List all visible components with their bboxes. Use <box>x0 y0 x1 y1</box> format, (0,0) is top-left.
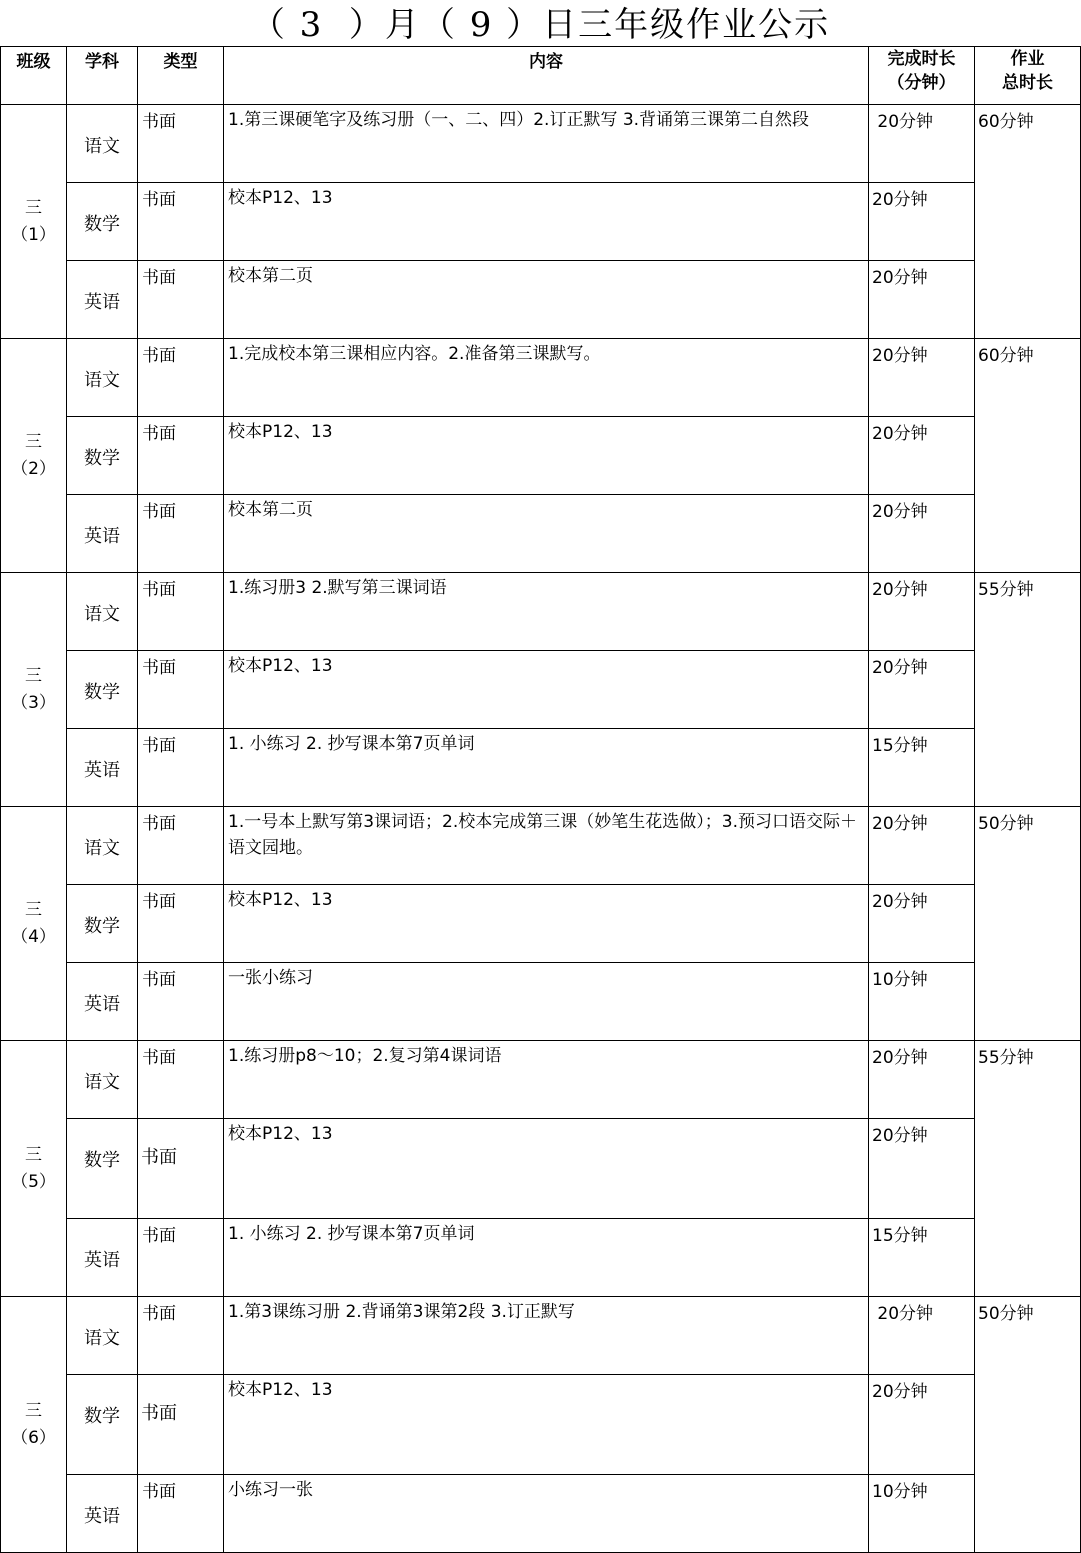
subject-label: 语文 <box>84 136 120 157</box>
subject-cell <box>67 1475 138 1553</box>
content-cell: 校本P12、13 <box>224 1119 869 1219</box>
table-row <box>1 963 1081 1041</box>
content-cell: 校本第二页 <box>224 261 869 339</box>
duration-cell: 20分钟 <box>869 807 975 885</box>
type-cell: 书面 <box>138 807 224 885</box>
subject-cell <box>67 417 138 495</box>
content-cell: 校本P12、13 <box>224 183 869 261</box>
duration-cell: 20分钟 <box>869 417 975 495</box>
subject-cell <box>67 183 138 261</box>
content-cell: 1.完成校本第三课相应内容。2.准备第三课默写。 <box>224 339 869 417</box>
subject-label: 数学 <box>84 682 120 703</box>
class-grade: 三 <box>25 899 42 920</box>
table-row <box>1 1375 1081 1475</box>
subject-label: 英语 <box>84 1250 120 1271</box>
table-row <box>1 417 1081 495</box>
duration-cell: 20分钟 <box>869 183 975 261</box>
subject-cell <box>67 573 138 651</box>
table-row <box>1 885 1081 963</box>
type-cell: 书面 <box>138 729 224 807</box>
table-row <box>1 261 1081 339</box>
subject-label: 数学 <box>84 448 120 469</box>
header-class: 班级 <box>1 47 67 105</box>
subject-label: 语文 <box>84 604 120 625</box>
content-cell: 1.第3课练习册 2.背诵第3课第2段 3.订正默写 <box>224 1297 869 1375</box>
subject-cell <box>67 885 138 963</box>
subject-cell <box>67 1375 138 1475</box>
class-grade: 三 <box>25 197 42 218</box>
subject-label: 语文 <box>84 838 120 859</box>
subject-cell <box>67 105 138 183</box>
subject-label: 语文 <box>84 1328 120 1349</box>
header-total-line1: 作业 <box>1010 49 1045 69</box>
duration-cell: 20分钟 <box>869 339 975 417</box>
class-grade: 三 <box>25 665 42 686</box>
class-name-cell <box>1 573 67 807</box>
subject-cell <box>67 963 138 1041</box>
type-cell: 书面 <box>138 261 224 339</box>
type-cell: 书面 <box>138 1041 224 1119</box>
duration-cell: 20分钟 <box>869 1375 975 1475</box>
class-number: （2） <box>11 458 56 479</box>
subject-cell <box>67 1297 138 1375</box>
class-number: （4） <box>11 926 56 947</box>
duration-cell: 20分钟 <box>869 1297 975 1375</box>
subject-label: 英语 <box>84 1506 120 1527</box>
table-row <box>1 495 1081 573</box>
class-number: （3） <box>11 692 56 713</box>
table-row <box>1 1219 1081 1297</box>
type-cell: 书面 <box>138 417 224 495</box>
content-cell: 小练习一张 <box>224 1475 869 1553</box>
table-row <box>1 1119 1081 1219</box>
subject-label: 英语 <box>84 994 120 1015</box>
subject-label: 数学 <box>84 1150 120 1171</box>
content-cell: 1.练习册p8～10；2.复习第4课词语 <box>224 1041 869 1119</box>
total-duration-cell: 55分钟 <box>975 1041 1081 1297</box>
duration-cell: 15分钟 <box>869 729 975 807</box>
class-number: （5） <box>11 1171 56 1192</box>
type-cell: 书面 <box>138 1297 224 1375</box>
subject-label: 数学 <box>84 1406 120 1427</box>
duration-cell: 20分钟 <box>869 261 975 339</box>
duration-cell: 20分钟 <box>869 495 975 573</box>
duration-cell: 20分钟 <box>869 105 975 183</box>
table-row <box>1 1041 1081 1119</box>
subject-cell <box>67 1219 138 1297</box>
type-cell: 书面 <box>138 1375 224 1475</box>
subject-label: 英语 <box>84 760 120 781</box>
content-cell: 校本第二页 <box>224 495 869 573</box>
header-subject: 学科 <box>67 47 138 105</box>
content-cell: 一张小练习 <box>224 963 869 1041</box>
type-cell: 书面 <box>138 105 224 183</box>
subject-label: 语文 <box>84 1072 120 1093</box>
total-duration-cell: 50分钟 <box>975 807 1081 1041</box>
subject-cell <box>67 729 138 807</box>
subject-cell <box>67 1119 138 1219</box>
class-grade: 三 <box>25 431 42 452</box>
duration-cell: 20分钟 <box>869 1041 975 1119</box>
class-number: （1） <box>11 224 56 245</box>
subject-label: 数学 <box>84 916 120 937</box>
table-row <box>1 1475 1081 1553</box>
class-name-cell <box>1 339 67 573</box>
duration-cell: 15分钟 <box>869 1219 975 1297</box>
header-total <box>975 47 1081 105</box>
table-row <box>1 651 1081 729</box>
subject-cell <box>67 339 138 417</box>
content-cell: 1.一号本上默写第3课词语；2.校本完成第三课（妙笔生花选做）；3.预习口语交际＋语文园地。 <box>224 807 869 885</box>
type-cell: 书面 <box>138 339 224 417</box>
table-row <box>1 183 1081 261</box>
class-number: （6） <box>11 1427 56 1448</box>
content-cell: 校本P12、13 <box>224 1375 869 1475</box>
table-row <box>1 729 1081 807</box>
subject-cell <box>67 807 138 885</box>
type-cell: 书面 <box>138 651 224 729</box>
header-duration-line1: 完成时长 <box>887 49 956 69</box>
duration-cell: 20分钟 <box>869 573 975 651</box>
page-title: （ 3 ）月（ 9 ）日三年级作业公示 <box>250 5 831 45</box>
table-row <box>1 1297 1081 1375</box>
class-name-cell <box>1 1041 67 1297</box>
subject-cell <box>67 495 138 573</box>
subject-label: 英语 <box>84 292 120 313</box>
content-cell: 1. 小练习 2. 抄写课本第7页单词 <box>224 1219 869 1297</box>
type-cell: 书面 <box>138 495 224 573</box>
header-duration-line2: （分钟） <box>887 73 956 93</box>
subject-cell <box>67 261 138 339</box>
header-duration <box>869 47 975 105</box>
type-cell: 书面 <box>138 1219 224 1297</box>
homework-table <box>0 46 1081 1553</box>
duration-cell: 20分钟 <box>869 1119 975 1219</box>
table-row <box>1 105 1081 183</box>
content-cell: 校本P12、13 <box>224 885 869 963</box>
duration-cell: 20分钟 <box>869 885 975 963</box>
class-name-cell <box>1 1297 67 1553</box>
type-cell: 书面 <box>138 1475 224 1553</box>
subject-label: 英语 <box>84 526 120 547</box>
total-duration-cell: 55分钟 <box>975 573 1081 807</box>
header-content: 内容 <box>224 47 869 105</box>
subject-label: 语文 <box>84 370 120 391</box>
content-cell: 1.第三课硬笔字及练习册（一、二、四）2.订正默写 3.背诵第三课第二自然段 <box>224 105 869 183</box>
type-cell: 书面 <box>138 573 224 651</box>
class-name-cell <box>1 105 67 339</box>
content-cell: 1.练习册3 2.默写第三课词语 <box>224 573 869 651</box>
content-cell: 校本P12、13 <box>224 417 869 495</box>
total-duration-cell: 60分钟 <box>975 339 1081 573</box>
type-cell: 书面 <box>138 963 224 1041</box>
table-row <box>1 807 1081 885</box>
content-cell: 校本P12、13 <box>224 651 869 729</box>
type-cell: 书面 <box>138 885 224 963</box>
content-cell: 1. 小练习 2. 抄写课本第7页单词 <box>224 729 869 807</box>
duration-cell: 10分钟 <box>869 963 975 1041</box>
duration-cell: 20分钟 <box>869 651 975 729</box>
total-duration-cell: 60分钟 <box>975 105 1081 339</box>
class-name-cell <box>1 807 67 1041</box>
total-duration-cell: 50分钟 <box>975 1297 1081 1553</box>
subject-label: 数学 <box>84 214 120 235</box>
duration-cell: 10分钟 <box>869 1475 975 1553</box>
header-total-line2: 总时长 <box>1002 73 1053 93</box>
class-grade: 三 <box>25 1144 42 1165</box>
subject-cell <box>67 1041 138 1119</box>
class-grade: 三 <box>25 1400 42 1421</box>
type-cell: 书面 <box>138 183 224 261</box>
type-cell: 书面 <box>138 1119 224 1219</box>
header-type: 类型 <box>138 47 224 105</box>
header-row <box>1 47 1081 105</box>
table-row <box>1 339 1081 417</box>
table-row <box>1 573 1081 651</box>
subject-cell <box>67 651 138 729</box>
